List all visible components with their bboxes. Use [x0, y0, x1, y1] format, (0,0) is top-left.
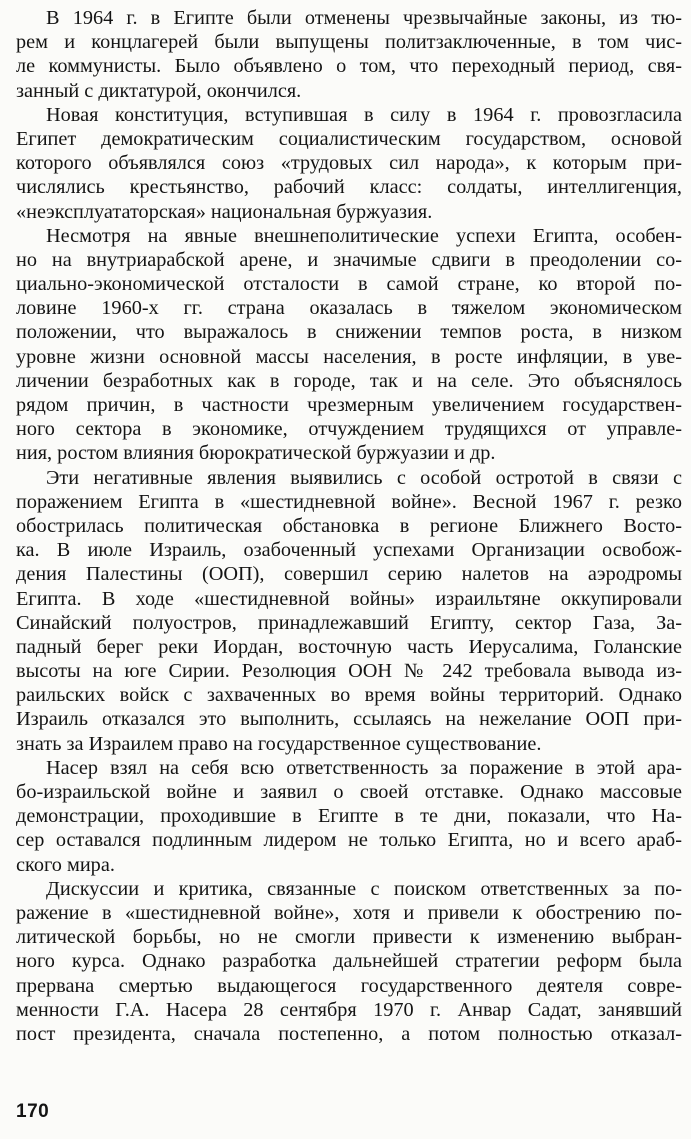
page-number: 170 [16, 1101, 50, 1122]
text-line: занный с диктатурой, окончился. [16, 79, 302, 102]
text-line: рем и концлагерей были выпущены политзаключенные, в том чис- [16, 31, 682, 54]
text-line: ного сектора в экономике, отчуждением трудящихся от управле- [16, 418, 682, 441]
paragraph [16, 6, 682, 103]
text-line: прервана смертью выдающегося государственного деятеля совре- [16, 974, 682, 997]
paragraph [16, 103, 682, 224]
text-line: ния, ростом влияния бюрократической буржуазии и др. [16, 442, 496, 465]
text-line: ловине 1960-х гг. страна оказалась в тяжелом экономическом [16, 297, 682, 320]
text-line: положении, что выражалось в снижении темпов роста, в низком [16, 321, 682, 344]
text-line: пост президента, сначала постепенно, а потом полностью отказал- [16, 1022, 682, 1045]
text-line: бо-израильской войне и заявил о своей отставке. Однако массовые [16, 781, 682, 803]
text-line: Новая конституция, вступившая в силу в 1964 г. провозгласила [46, 103, 682, 126]
text-line: рядом причин, в частности чрезмерным увеличением государствен- [16, 394, 682, 416]
text-line: ле коммунисты. Было объявлено о том, что переходный период, свя- [16, 55, 682, 78]
paragraph [16, 224, 682, 466]
text-line: раильских войск с захваченных во время войны территорий. Однако [16, 684, 682, 707]
text-line: Дискуссии и критика, связанные с поиском ответственных за по- [46, 877, 682, 900]
text-line: ного курса. Однако разработка дальнейшей стратегии реформ была [16, 950, 682, 973]
text-line: ского мира. [16, 853, 115, 876]
text-line: Эти негативные явления выявились с особой остротой в связи с [46, 466, 682, 489]
text-line: Египет демократическим социалистическим государством, основой [16, 127, 682, 150]
paragraph [16, 877, 682, 1046]
text-line: менности Г.А. Насера 28 сентября 1970 г. Анвар Садат, занявший [16, 998, 682, 1021]
text-line: Насер взял на себя всю ответственность за поражение в этой ара- [46, 756, 682, 779]
text-line: Израиль отказался это выполнить, ссылаясь на нежелание ООП при- [16, 708, 682, 731]
paragraph [16, 466, 682, 756]
text-line: Египта. В ходе «шестидневной войны» израильтяне оккупировали [16, 587, 682, 610]
text-line: числялись крестьянство, рабочий класс: солдаты, интеллигенция, [16, 176, 682, 199]
text-line: высоты на юге Сирии. Резолюция ООН № 242 требовала вывода из- [16, 660, 682, 683]
body-text [16, 6, 682, 1046]
text-line: ка. В июле Израиль, озабоченный успехами Организации освобож- [16, 539, 682, 562]
text-line: поражением Египта в «шестидневной войне». Весной 1967 г. резко [16, 490, 682, 513]
text-line: Несмотря на явные внешнеполитические успехи Египта, особен- [46, 224, 682, 247]
text-line: Синайский полуостров, принадлежавший Египту, сектор Газа, За- [16, 611, 682, 634]
text-line: личении безработных как в городе, так и на селе. Это объяснялось [16, 369, 682, 392]
text-line: которого объявлялся союз «трудовых сил народа», к которым при- [16, 152, 682, 175]
text-line: «неэксплуататорская» национальная буржуазия. [16, 200, 433, 223]
text-line: циально-экономической отсталости в самой стране, ко второй по- [16, 273, 682, 296]
text-line: уровне жизни основной массы населения, в росте инфляции, в уве- [16, 345, 682, 368]
text-line: демонстрации, проходившие в Египте в те дни, показали, что На- [16, 805, 682, 828]
text-line: сер оставался подлинным лидером не только Египта, но и всего араб- [16, 829, 682, 852]
text-line: знать за Израилем право на государственное существование. [16, 732, 542, 755]
text-line: падный берег реки Иордан, восточную часть Иерусалима, Голанские [16, 635, 682, 658]
text-line: ражение в «шестидневной войне», хотя и привели к обострению по- [16, 901, 682, 924]
text-line: но на внутриарабской арене, и значимые сдвиги в преодолении со- [16, 248, 682, 271]
paragraph [16, 756, 682, 877]
text-line: литической борьбы, но не смогли привести к изменению выбран- [16, 926, 682, 949]
text-line: обострилась политическая обстановка в регионе Ближнего Восто- [16, 514, 682, 537]
text-line: В 1964 г. в Египте были отменены чрезвычайные законы, из тю- [46, 7, 682, 29]
text-line: дения Палестины (ООП), совершил серию налетов на аэродромы [16, 563, 682, 586]
